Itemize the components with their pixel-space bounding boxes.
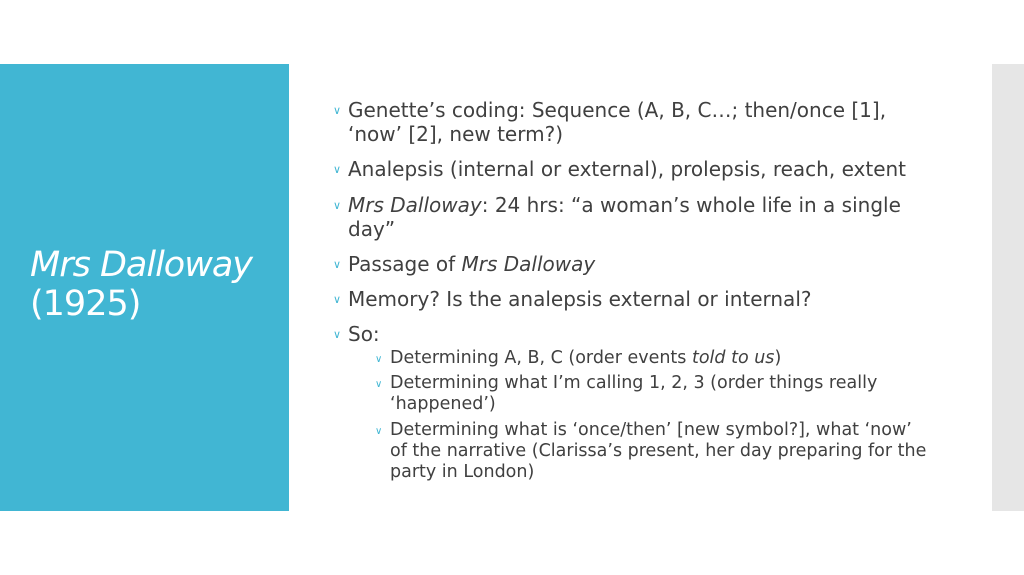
bullet-italic-text: Mrs Dalloway: [348, 193, 482, 217]
bullet-item: [333, 157, 933, 181]
sub-bullet-text: Determining what I’m calling 1, 2, 3 (order things really ‘happened’): [390, 373, 878, 414]
bullet-marker-icon: ∨: [333, 293, 342, 306]
bullet-marker-icon: ∨: [333, 199, 342, 212]
sub-bullet-text: ): [774, 348, 782, 368]
bullet-item: [333, 287, 933, 311]
bullet-text: Genette’s coding: Sequence (A, B, C…; then/once [1], ‘now’ [2], new term?): [348, 98, 887, 146]
sub-bullet-marker-icon: ∨: [375, 379, 383, 390]
bullet-text: So:: [348, 322, 380, 346]
bullet-marker-icon: ∨: [333, 328, 342, 341]
title-year: (1925): [30, 284, 141, 324]
bullet-list: [333, 98, 933, 483]
bullet-text: : 24 hrs: “a woman’s whole life in a single day”: [348, 193, 901, 241]
bullet-item: [333, 98, 933, 146]
bullet-text: Analepsis (internal or external), prolepsis, reach, extent: [348, 157, 907, 181]
slide-title: [30, 246, 285, 324]
bullet-marker-icon: ∨: [333, 258, 342, 271]
bullet-text: Memory? Is the analepsis external or internal?: [348, 287, 812, 311]
sub-bullet-marker-icon: ∨: [375, 426, 383, 437]
sub-bullet-marker-icon: ∨: [375, 354, 383, 365]
right-edge-bar: [992, 64, 1024, 511]
sub-bullet-text: Determining what is ‘once/then’ [new symbol?], what ‘now’ of the narrative (Clarissa’s present, her day preparing for the party in London): [390, 420, 927, 482]
bullet-item: [333, 252, 933, 276]
bullet-marker-icon: ∨: [333, 104, 342, 117]
bullet-item: [333, 193, 933, 241]
bullet-marker-icon: ∨: [333, 163, 342, 176]
sub-bullet-text: Determining A, B, C (order events: [390, 348, 692, 368]
bullet-item: [333, 322, 933, 346]
sub-bullet-item: [375, 373, 933, 415]
sub-bullet-italic-text: told to us: [691, 348, 775, 368]
sub-bullet-item: [375, 420, 933, 483]
bullet-text: Passage of: [348, 252, 462, 276]
sub-bullet-item: [375, 348, 933, 369]
bullet-italic-text: Mrs Dalloway: [461, 252, 596, 276]
title-italic: Mrs Dalloway: [30, 245, 252, 285]
